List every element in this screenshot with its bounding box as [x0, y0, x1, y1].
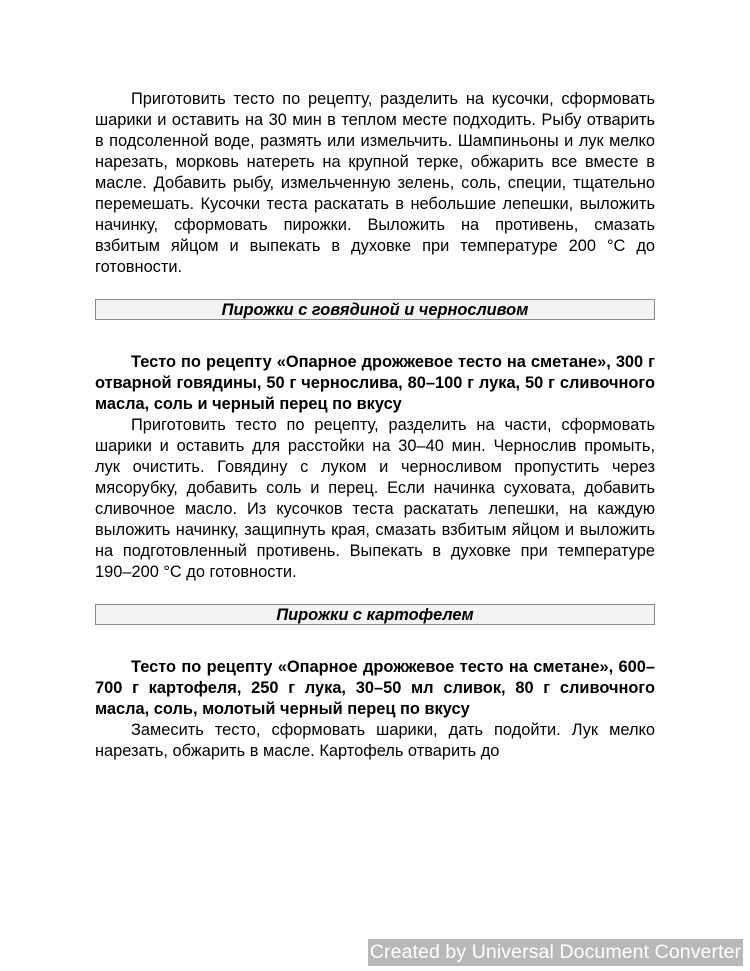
converter-watermark: Created by Universal Document Converter	[368, 939, 743, 966]
recipe-ingredients-potato: Тесто по рецепту «Опарное дрожжевое тесто на сметане», 600–700 г картофеля, 250 г лука, 30–50 мл сливок, 80 г сливочного масла, соль, молотый черный перец по вкусу	[95, 658, 655, 718]
recipe-title-potato: Пирожки с картофелем	[95, 604, 655, 625]
document-page	[95, 89, 655, 762]
recipe-method-beef-prunes: Приготовить тесто по рецепту, разделить на части, сформовать шарики и оставить для расстойки на 30–40 мин. Чернослив промыть, лук очистить. Говядину с луком и черносливом пропустить через мясорубку, добавить соль и перец. Если начинка суховата, добавить сливочное масло. Из кусочков теста раскатать лепешки, на каждую выложить начинку, защипнуть края, смазать взбитым яйцом и выложить на подготовленный противень. Выпекать в духовке при температуре 190–200 °С до готовности.	[95, 416, 655, 581]
intro-paragraph: Приготовить тесто по рецепту, разделить на кусочки, сформовать шарики и оставить на 30 мин в теплом месте подходить. Рыбу отварить в подсоленной воде, размять или измельчить. Шампиньоны и лук мелко нарезать, морковь натереть на крупной терке, обжарить все вместе в масле. Добавить рыбу, измельченную зелень, соль, специи, тщательно перемешать. Кусочки теста раскатать в небольшие лепешки, выложить начинку, сформовать пирожки. Выложить на противень, смазать взбитым яйцом и выпекать в духовке при температуре 200 °С до готовности.	[95, 90, 655, 276]
recipe-title-beef-prunes: Пирожки с говядиной и черносливом	[95, 299, 655, 320]
spacer	[95, 583, 655, 604]
spacer	[95, 625, 655, 657]
recipe-ingredients-beef-prunes: Тесто по рецепту «Опарное дрожжевое тесто на сметане», 300 г отварной говядины, 50 г чернослива, 80–100 г лука, 50 г сливочного масла, соль и черный перец по вкусу	[95, 353, 655, 413]
spacer	[95, 320, 655, 352]
spacer	[95, 278, 655, 299]
recipe-method-potato: Замесить тесто, сформовать шарики, дать подойти. Лук мелко нарезать, обжарить в масле. Картофель отварить до	[95, 721, 655, 760]
